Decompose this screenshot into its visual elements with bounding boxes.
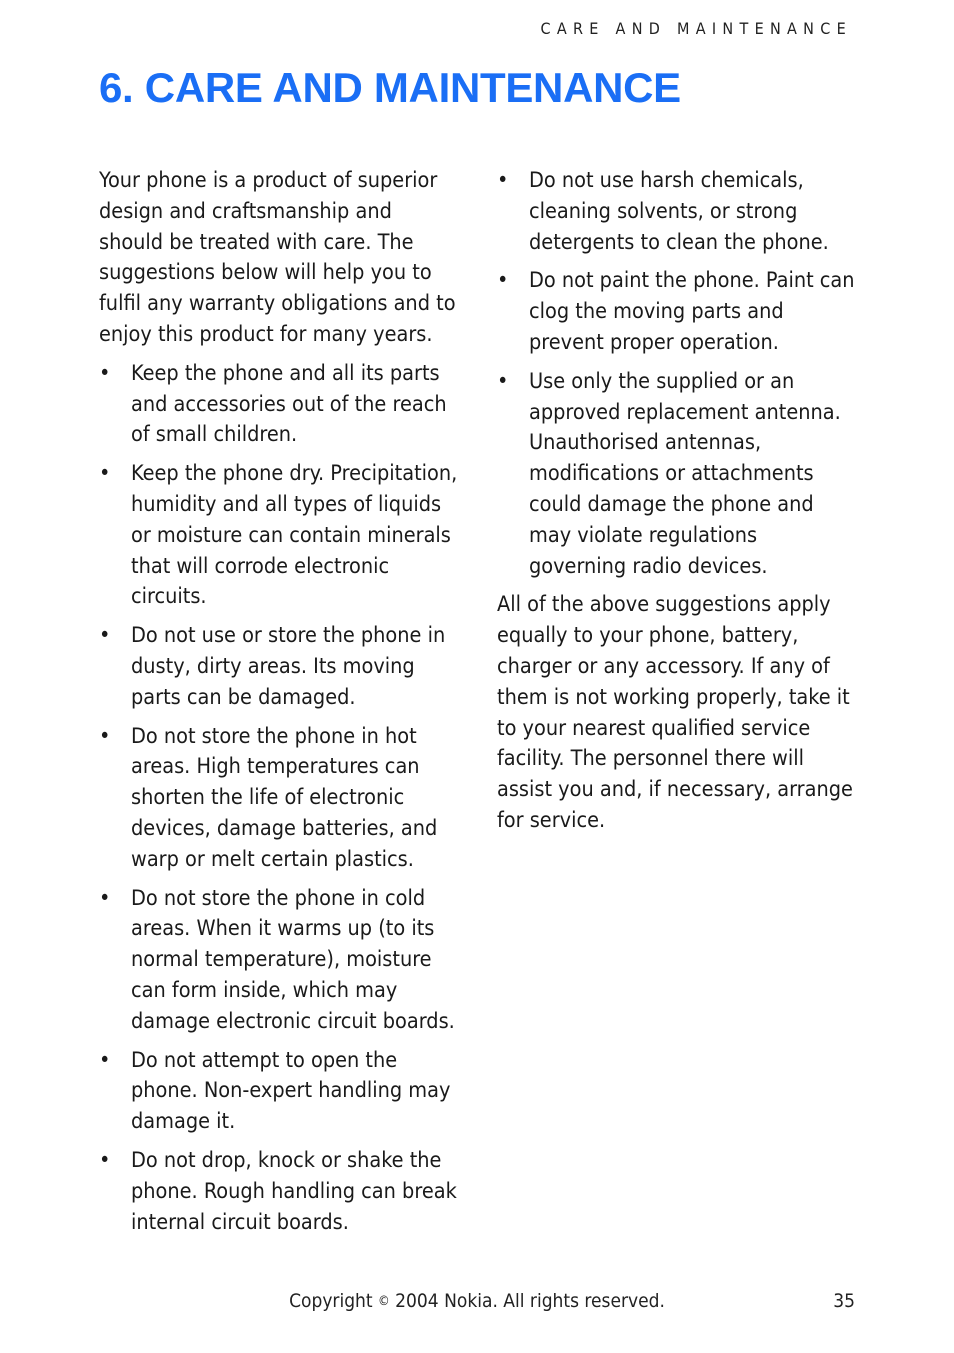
bullet-item <box>99 359 461 451</box>
bullet-icon: • <box>99 360 111 386</box>
bullet-item <box>99 459 461 613</box>
bullet-text: Do not drop, knock or shake the phone. Rough handling can break internal circuit boards. <box>131 1147 457 1235</box>
closing-paragraph: All of the above suggestions apply equally to your phone, battery, charger or any accessory. If any of them is not working properly, take it to your nearest qualified service facility. The personnel there will assist you and, if necessary, arrange for service. <box>497 592 853 833</box>
bullet-icon: • <box>497 168 509 193</box>
intro-paragraph: Your phone is a product of superior design and craftsmanship and should be treated with care. The suggestions below will help you to fulfil any warranty obligations and to enjoy this product for many years. <box>99 168 456 347</box>
bullet-text: Do not store the phone in hot areas. High temperatures can shorten the life of electronic devices, damage batteries, and warp or melt certain plastics. <box>131 723 438 872</box>
copyright-notice <box>0 1290 954 1312</box>
bullet-text: Do not use harsh chemicals, cleaning solvents, or strong detergents to clean the phone. <box>529 168 829 255</box>
right-column <box>497 166 859 845</box>
bullet-item <box>99 722 461 876</box>
bullet-icon: • <box>497 368 509 394</box>
bullet-text: Use only the supplied or an approved replacement antenna. Unauthorised antennas, modifications or attachments could damage the phone and may violate regulations governing radio devices. <box>529 368 841 579</box>
bullet-icon: • <box>99 723 111 749</box>
bullet-icon: • <box>99 1147 111 1173</box>
page-number: 35 <box>833 1290 855 1312</box>
bullet-text: Keep the phone and all its parts and accessories out of the reach of small children. <box>131 360 447 448</box>
bullet-icon: • <box>99 461 111 487</box>
bullet-text: Do not use or store the phone in dusty, dirty areas. Its moving parts can be damaged. <box>131 623 446 710</box>
bullet-item <box>99 621 461 713</box>
bullet-text: Do not attempt to open the phone. Non-expert handling may damage it. <box>131 1047 451 1135</box>
bullet-item <box>99 884 461 1038</box>
care-bullet-list-right <box>497 166 859 582</box>
left-column <box>99 166 461 1246</box>
bullet-icon: • <box>497 268 509 294</box>
care-bullet-list-left <box>99 359 461 1239</box>
copyright-prefix: Copyright <box>289 1290 373 1312</box>
page-title: 6. CARE AND MAINTENANCE <box>99 64 681 111</box>
copyright-icon: © <box>378 1294 390 1309</box>
bullet-icon: • <box>99 1047 111 1073</box>
bullet-text: Do not store the phone in cold areas. When it warms up (to its normal temperature), moisture can form inside, which may damage electronic circuit boards. <box>131 885 455 1034</box>
bullet-item <box>497 367 859 583</box>
bullet-icon: • <box>99 885 111 911</box>
copyright-text: 2004 Nokia. All rights reserved. <box>395 1290 665 1312</box>
bullet-item <box>99 1146 461 1238</box>
bullet-text: Do not paint the phone. Paint can clog the moving parts and prevent proper operation. <box>529 268 855 355</box>
bullet-item <box>99 1046 461 1138</box>
bullet-item <box>497 266 859 358</box>
running-head: CARE AND MAINTENANCE <box>540 19 852 38</box>
bullet-text: Keep the phone dry. Precipitation, humidity and all types of liquids or moisture can contain minerals that will corrode electronic circuits. <box>131 461 458 610</box>
bullet-icon: • <box>99 623 111 649</box>
bullet-item <box>497 166 859 258</box>
